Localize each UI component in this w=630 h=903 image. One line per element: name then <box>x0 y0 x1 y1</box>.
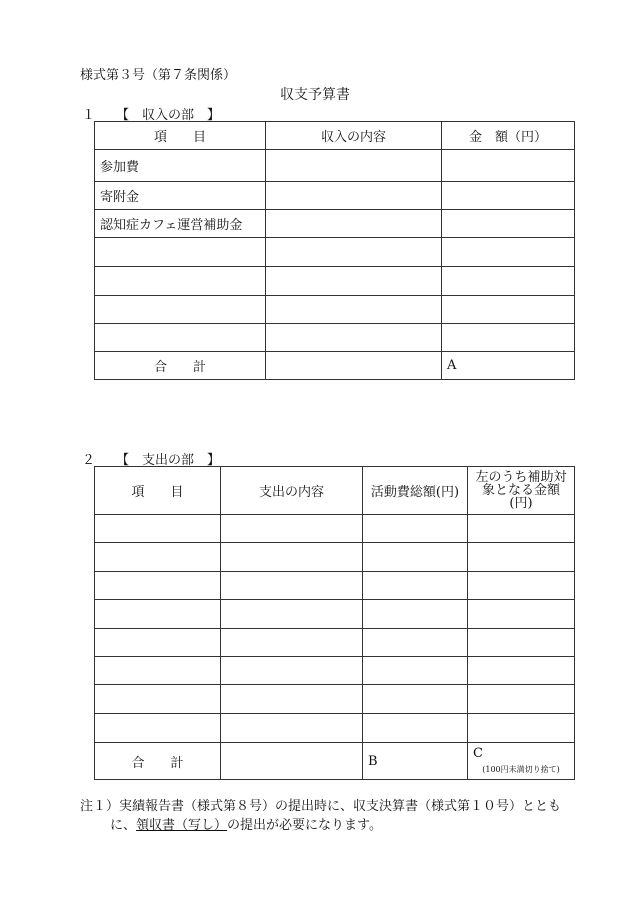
expense-total-cost-cell[interactable] <box>363 714 468 743</box>
expense-item-cell[interactable] <box>95 629 221 657</box>
income-amount-cell[interactable] <box>442 324 575 352</box>
table-row <box>95 150 575 182</box>
income-item-cell[interactable]: 寄附金 <box>95 182 266 210</box>
income-content-cell[interactable] <box>266 296 442 324</box>
expense-subsidy-cell[interactable] <box>468 629 575 657</box>
expense-total-cost-cell[interactable] <box>363 543 468 572</box>
expense-section-title: 【 支出の部 】 <box>116 453 221 468</box>
income-section-number: １ <box>82 108 96 123</box>
income-total-content-cell[interactable] <box>266 352 442 380</box>
income-total-label: 合 計 <box>95 352 266 380</box>
income-amount-cell[interactable] <box>442 182 575 210</box>
expense-item-cell[interactable] <box>95 714 221 743</box>
expense-header-content: 支出の内容 <box>221 467 363 515</box>
table-row <box>95 296 575 324</box>
expense-content-cell[interactable] <box>221 572 363 600</box>
income-content-cell[interactable] <box>266 324 442 352</box>
expense-total-cost-mark: B <box>363 743 468 780</box>
expense-subsidy-total-cell <box>468 743 575 780</box>
income-header-item: 項 目 <box>95 122 266 150</box>
income-content-cell[interactable] <box>266 238 442 267</box>
expense-header-subsidy-line1: 左のうち補助対 <box>475 470 567 485</box>
expense-item-cell[interactable] <box>95 572 221 600</box>
income-content-cell[interactable] <box>266 150 442 182</box>
income-item-cell[interactable] <box>95 296 266 324</box>
expense-header-total-cost: 活動費総額(円) <box>363 467 468 515</box>
expense-content-cell[interactable] <box>221 515 363 543</box>
form-number: 様式第３号（第７条関係） <box>80 68 237 83</box>
expense-header-subsidy <box>468 467 575 515</box>
income-content-cell[interactable] <box>266 267 442 296</box>
income-section-title: 【 収入の部 】 <box>116 108 221 123</box>
income-table <box>94 121 575 380</box>
table-row <box>95 238 575 267</box>
expense-total-cost-cell[interactable] <box>363 572 468 600</box>
income-amount-cell[interactable] <box>442 296 575 324</box>
expense-total-cost-cell[interactable] <box>363 600 468 629</box>
table-row <box>95 572 575 600</box>
expense-subsidy-note: (100円未満切り捨て) <box>482 765 560 774</box>
table-row <box>95 210 575 238</box>
note-line-2-prefix: に、 <box>110 818 137 833</box>
expense-total-cost-cell[interactable] <box>363 657 468 685</box>
income-item-cell[interactable]: 参加費 <box>95 150 266 182</box>
expense-subsidy-cell[interactable] <box>468 543 575 572</box>
table-row <box>95 543 575 572</box>
expense-total-row <box>95 743 575 780</box>
expense-header-subsidy-line3: (円) <box>509 496 533 511</box>
expense-item-cell[interactable] <box>95 515 221 543</box>
income-amount-cell[interactable] <box>442 210 575 238</box>
table-row <box>95 629 575 657</box>
document-title: 収支予算書 <box>280 87 350 103</box>
expense-content-cell[interactable] <box>221 685 363 714</box>
expense-total-cost-cell[interactable] <box>363 515 468 543</box>
table-row <box>95 685 575 714</box>
table-row <box>95 324 575 352</box>
expense-subsidy-cell[interactable] <box>468 515 575 543</box>
income-header-amount: 金 額（円） <box>442 122 575 150</box>
note-line-2-suffix: の提出が必要になります。 <box>227 818 382 833</box>
expense-content-cell[interactable] <box>221 543 363 572</box>
income-content-cell[interactable] <box>266 210 442 238</box>
expense-total-cost-cell[interactable] <box>363 629 468 657</box>
table-row <box>95 657 575 685</box>
income-total-row <box>95 352 575 380</box>
expense-subsidy-cell[interactable] <box>468 714 575 743</box>
expense-subsidy-cell[interactable] <box>468 572 575 600</box>
note-receipt-copy: 領収書（写し） <box>136 818 228 833</box>
expense-total-cost-cell[interactable] <box>363 685 468 714</box>
table-row <box>95 714 575 743</box>
income-amount-cell[interactable] <box>442 150 575 182</box>
income-header-content: 収入の内容 <box>266 122 442 150</box>
expense-item-cell[interactable] <box>95 685 221 714</box>
expense-item-cell[interactable] <box>95 600 221 629</box>
income-amount-cell[interactable] <box>442 238 575 267</box>
expense-item-cell[interactable] <box>95 543 221 572</box>
note-line-1: 注１）実績報告書（様式第８号）の提出時に、収支決算書（様式第１０号）ととも <box>80 799 562 814</box>
expense-section-number: ２ <box>82 453 96 468</box>
expense-subsidy-mark: C <box>473 746 483 761</box>
table-row <box>95 182 575 210</box>
expense-subsidy-cell[interactable] <box>468 685 575 714</box>
expense-total-label: 合 計 <box>95 743 221 780</box>
expense-item-cell[interactable] <box>95 657 221 685</box>
income-content-cell[interactable] <box>266 182 442 210</box>
expense-content-cell[interactable] <box>221 600 363 629</box>
expense-header-subsidy-line2: 象となる金額 <box>481 483 560 498</box>
income-total-mark: A <box>442 352 575 380</box>
income-item-cell[interactable] <box>95 267 266 296</box>
expense-total-content-cell[interactable] <box>221 743 363 780</box>
table-row <box>95 267 575 296</box>
table-row <box>95 515 575 543</box>
notes <box>80 797 561 835</box>
expense-subsidy-cell[interactable] <box>468 657 575 685</box>
note-line-2 <box>80 816 561 835</box>
expense-content-cell[interactable] <box>221 629 363 657</box>
income-item-cell[interactable]: 認知症カフェ運営補助金 <box>95 210 266 238</box>
expense-table <box>94 466 575 780</box>
income-item-cell[interactable] <box>95 324 266 352</box>
expense-subsidy-cell[interactable] <box>468 600 575 629</box>
income-header-row <box>95 122 575 150</box>
expense-content-cell[interactable] <box>221 657 363 685</box>
expense-header-item: 項 目 <box>95 467 221 515</box>
table-row <box>95 600 575 629</box>
expense-header-row <box>95 467 575 515</box>
income-item-cell[interactable] <box>95 238 266 267</box>
expense-content-cell[interactable] <box>221 714 363 743</box>
income-amount-cell[interactable] <box>442 267 575 296</box>
